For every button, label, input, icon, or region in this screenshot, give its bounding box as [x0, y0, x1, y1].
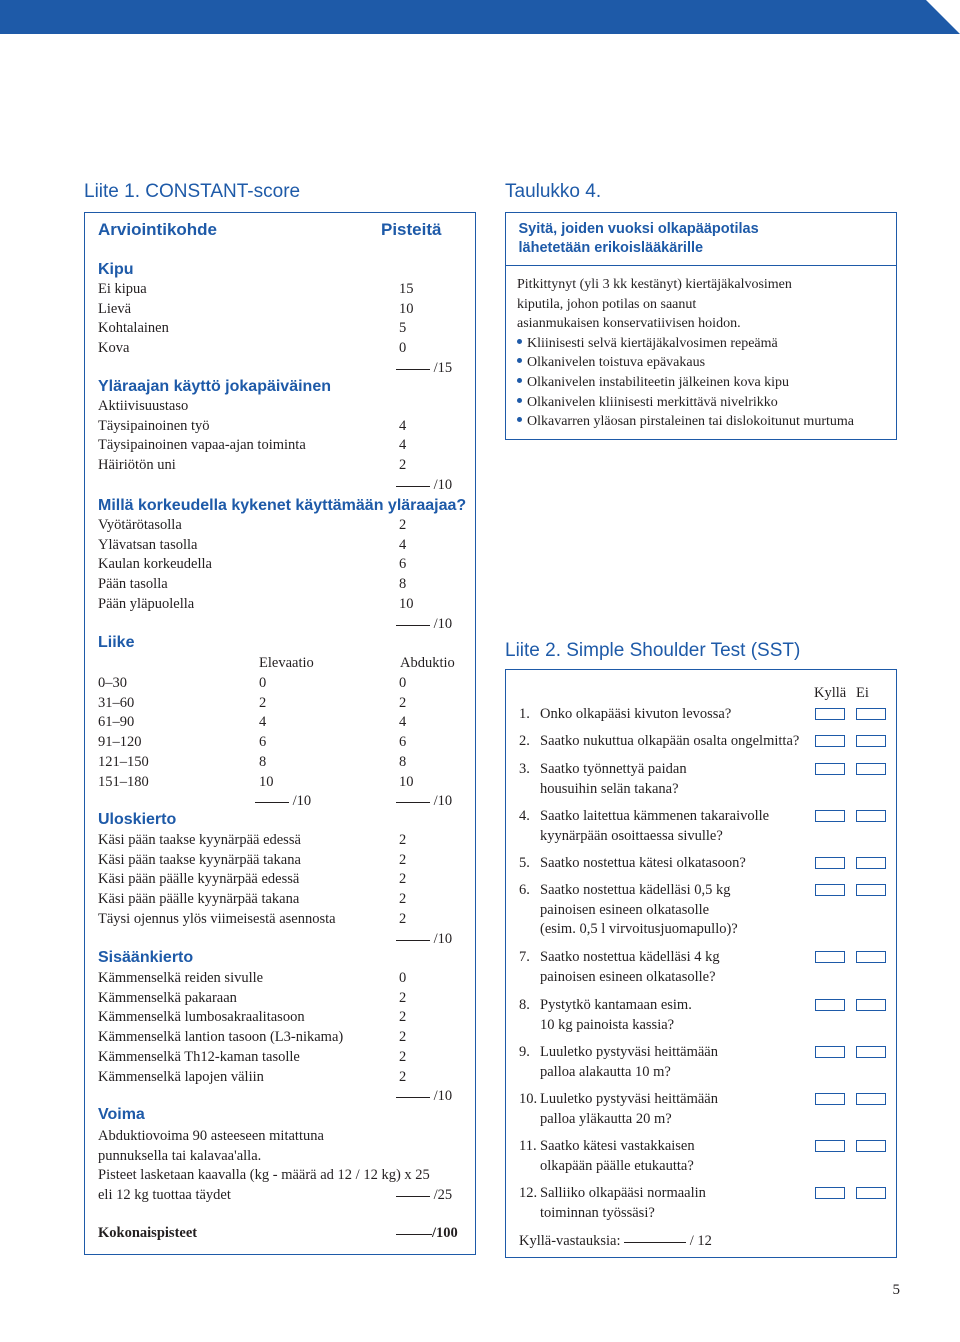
voima-text-line: Abduktiovoima 90 asteeseen mitattuna: [98, 1128, 324, 1144]
column-header-points: Pisteitä: [381, 220, 442, 239]
sst-no-checkbox[interactable]: [856, 763, 886, 775]
referral-bullet-item: Olkavarren yläosan pirstaleinen tai dislokoitunut murtuma: [517, 414, 854, 430]
referral-reasons-box: [505, 212, 897, 440]
score-row-label: Kämmenselkä lantion tasoon (L3-nikama): [98, 1029, 344, 1046]
sst-question-number: 3.: [519, 761, 530, 777]
liike-row-range: 61–90: [98, 714, 135, 731]
sst-question-number: 9.: [519, 1044, 530, 1060]
score-row-value: 4: [399, 417, 407, 434]
sst-question-number: 10.: [519, 1091, 538, 1107]
sst-box: [505, 669, 897, 1258]
sst-question-number: 5.: [519, 855, 530, 871]
score-row-label: Täysi ojennus ylös viimeisestä asennosta: [98, 910, 336, 927]
score-row-value: 10: [399, 595, 414, 612]
liike-row-range: 151–180: [98, 773, 149, 790]
section-title-sisaankierto: Sisäänkierto: [98, 949, 194, 966]
section-total-ylaraaja: /10: [396, 477, 452, 494]
sst-no-checkbox[interactable]: [856, 999, 886, 1011]
sst-question-text: Onko olkapääsi kivuton levossa?: [540, 706, 732, 722]
score-row-label: Lievä: [98, 300, 132, 317]
sst-question-text: Pystytkö kantamaan esim.: [540, 997, 692, 1013]
liike-row-range: 121–150: [98, 753, 149, 770]
sst-no-checkbox[interactable]: [856, 884, 886, 896]
sst-yes-checkbox[interactable]: [815, 884, 845, 896]
constant-score-box: [84, 212, 476, 1255]
score-row-label: Häiriötön uni: [98, 457, 176, 474]
sst-question-text: kyynärpään osoittaessa sivulle?: [540, 827, 723, 844]
sst-no-checkbox[interactable]: [856, 735, 886, 747]
liike-row-elevation: 8: [259, 753, 267, 770]
sst-yes-checkbox[interactable]: [815, 1046, 845, 1058]
sst-question-number: 2.: [519, 733, 530, 749]
score-row-value: 4: [399, 536, 407, 553]
section-total-korkeus: /10: [396, 616, 452, 633]
score-row-label: Kämmenselkä lumbosakraalitasoon: [98, 1009, 305, 1026]
liike-total-abduction: /10: [396, 793, 452, 810]
sst-question-text: palloa alakautta 10 m?: [540, 1063, 671, 1080]
liike-row-elevation: 0: [259, 675, 267, 691]
score-row-value: 8: [399, 576, 407, 593]
liike-row-elevation: 6: [259, 734, 267, 751]
sst-no-checkbox[interactable]: [856, 1093, 886, 1105]
sst-yes-count: Kyllä-vastauksia: / 12: [519, 1233, 712, 1249]
total-score-label: Kokonaispisteet: [98, 1225, 198, 1241]
sst-yes-checkbox[interactable]: [815, 1187, 845, 1199]
referral-box-title-line1: Syitä, joiden vuoksi olkapääpotilas: [518, 220, 759, 237]
section-title-kipu: Kipu: [98, 261, 134, 278]
sst-column-no: Ei: [856, 685, 869, 701]
sst-question-text: Saatko nostettua kädelläsi 0,5 kg: [540, 882, 731, 898]
taulukko4-title: Taulukko 4.: [505, 181, 602, 202]
sst-question-number: 4.: [519, 808, 530, 824]
voima-text-line: eli 12 kg tuottaa täydet: [98, 1187, 231, 1204]
column-header-item: Arviointikohde: [98, 220, 218, 239]
sst-question-text: toiminnan työssäsi?: [540, 1204, 655, 1221]
referral-bullet-item: Olkanivelen toistuva epävakaus: [517, 355, 705, 371]
sst-question-text: Saatko kätesi vastakkaisen: [540, 1138, 695, 1154]
score-row-label: Käsi pään taakse kyynärpää edessä: [98, 832, 301, 848]
sst-question-text: palloa yläkautta 20 m?: [540, 1110, 672, 1127]
liike-total-elevation: /10: [255, 793, 311, 810]
sst-no-checkbox[interactable]: [856, 1046, 886, 1058]
referral-intro-line: asianmukaisen konservatiivisen hoidon.: [517, 316, 741, 332]
score-row-value: 6: [399, 556, 407, 573]
sst-question-text: Saatko nukuttua olkapään osalta ongelmitta?: [540, 733, 800, 749]
sst-column-yes: Kyllä: [814, 685, 847, 701]
referral-bullet-item: Kliinisesti selvä kiertäjäkalvosimen repeämä: [517, 336, 778, 352]
liike-row-elevation: 10: [259, 773, 274, 790]
sst-yes-checkbox[interactable]: [815, 1093, 845, 1105]
section-title-voima: Voima: [98, 1106, 145, 1123]
referral-bullet-item: Olkanivelen kliinisesti merkittävä nivelrikko: [517, 395, 778, 411]
bullet-icon: [517, 358, 522, 363]
sst-question-text: painoisen esineen olkatasolle?: [540, 968, 716, 985]
score-row-value: 2: [399, 851, 407, 868]
sst-question-text: Luuletko pystyväsi heittämään: [540, 1044, 718, 1060]
referral-bullet-item: Olkanivelen instabiliteetin jälkeinen kova kipu: [517, 375, 789, 391]
sst-question-number: 6.: [519, 882, 530, 898]
liike-row-abduction: 2: [399, 694, 407, 711]
score-row-label: Ylävatsan tasolla: [98, 536, 198, 553]
referral-box-header: [505, 212, 897, 266]
score-row-label: Kohtalainen: [98, 320, 169, 337]
sst-question-text: Luuletko pystyväsi heittämään: [540, 1091, 718, 1107]
sst-yes-checkbox[interactable]: [815, 999, 845, 1011]
liike-row-abduction: 0: [399, 675, 407, 691]
score-row-label: Ei kipua: [98, 281, 147, 297]
score-row-label: Pään yläpuolella: [98, 595, 195, 612]
sst-question-text: (esim. 0,5 l virvoitusjuomapullo)?: [540, 921, 738, 938]
sst-question-text: olkapään päälle etukautta?: [540, 1157, 694, 1174]
score-row-value: 5: [399, 320, 407, 337]
score-row-value: 15: [399, 281, 414, 297]
total-score-field: /100: [396, 1225, 458, 1242]
score-row-value: 0: [399, 970, 407, 986]
score-row-label: Kämmenselkä Th12-kaman tasolle: [98, 1048, 300, 1065]
sst-question-text: Saatko nostettua kätesi olkatasoon?: [540, 855, 746, 871]
score-row-label: Kaulan korkeudella: [98, 556, 212, 573]
score-row-value: 2: [399, 871, 407, 888]
sst-yes-checkbox[interactable]: [815, 1140, 845, 1152]
score-row-value: 2: [399, 1048, 407, 1065]
referral-intro-line: kiputila, johon potilas on saanut: [517, 296, 697, 312]
sst-question-number: 11.: [519, 1138, 537, 1154]
section-total-uloskierto: /10: [396, 931, 452, 948]
section-title-ylaraaja: Yläraajan käyttö jokapäiväinen: [98, 378, 331, 395]
score-row-value: 2: [399, 910, 407, 927]
score-row-label: Kova: [98, 340, 130, 357]
score-row-value: 2: [399, 989, 407, 1006]
liike-row-elevation: 4: [259, 714, 267, 731]
bullet-icon: [517, 417, 522, 422]
score-row-value: 0: [399, 340, 407, 357]
sst-question-number: 12.: [519, 1185, 538, 1201]
section-total-voima: /25: [396, 1187, 452, 1204]
top-bar-corner-cut: [926, 0, 960, 34]
score-row-value: 10: [399, 300, 414, 317]
sst-no-checkbox[interactable]: [856, 1140, 886, 1152]
score-row-label: Kämmenselkä reiden sivulle: [98, 970, 264, 986]
section-total-sisaankierto: /10: [396, 1088, 452, 1105]
section-title-uloskierto: Uloskierto: [98, 811, 177, 828]
score-row-label: Pään tasolla: [98, 576, 168, 593]
section-total-kipu: /15: [396, 360, 452, 377]
liike-row-range: 91–120: [98, 734, 142, 751]
section-subtitle-ylaraaja: Aktiivisuustaso: [98, 398, 189, 414]
score-row-label: Käsi pään päälle kyynärpää takana: [98, 891, 300, 908]
liike-row-abduction: 4: [399, 714, 407, 731]
sst-question-text: 10 kg painoista kassia?: [540, 1016, 675, 1033]
liike-column-abduction: Abduktio: [400, 655, 455, 671]
liite2-title: Liite 2. Simple Shoulder Test (SST): [505, 640, 801, 661]
sst-yes-checkbox[interactable]: [815, 951, 845, 963]
score-row-label: Käsi pään taakse kyynärpää takana: [98, 851, 301, 868]
sst-question-text: Salliiko olkapääsi normaalin: [540, 1185, 706, 1201]
score-row-label: Kämmenselkä lapojen väliin: [98, 1068, 264, 1085]
sst-yes-checkbox[interactable]: [815, 708, 845, 720]
sst-yes-checkbox[interactable]: [815, 810, 845, 822]
liike-row-range: 31–60: [98, 694, 135, 711]
liike-row-range: 0–30: [98, 675, 127, 691]
score-row-value: 2: [399, 891, 407, 908]
sst-no-checkbox[interactable]: [856, 708, 886, 720]
liike-row-abduction: 6: [399, 734, 407, 751]
score-row-label: Täysipainoinen vapaa-ajan toiminta: [98, 437, 306, 454]
score-row-label: Täysipainoinen työ: [98, 417, 210, 434]
top-color-bar: [0, 0, 960, 34]
referral-box-title-line2: lähetetään erikoislääkärille: [518, 239, 704, 256]
score-row-value: 2: [399, 457, 407, 474]
sst-question-text: Saatko työnnettyä paidan: [540, 761, 687, 777]
page-number: 5: [892, 1282, 900, 1298]
bullet-icon: [517, 339, 522, 344]
sst-question-number: 1.: [519, 706, 530, 722]
score-row-value: 4: [399, 437, 407, 454]
liite1-title: Liite 1. CONSTANT-score: [84, 181, 301, 202]
bullet-icon: [517, 398, 522, 403]
sst-question-text: housuihin selän takana?: [540, 780, 679, 797]
voima-text-line: Pisteet lasketaan kaavalla (kg - määrä ad 12 / 12 kg) x 25: [98, 1167, 430, 1184]
sst-question-text: painoisen esineen olkatasolle: [540, 901, 710, 918]
liike-row-abduction: 8: [399, 753, 407, 770]
voima-text-line: punnuksella tai kalavaa'alla.: [98, 1147, 262, 1164]
sst-yes-checkbox[interactable]: [815, 763, 845, 775]
sst-no-checkbox[interactable]: [856, 1187, 886, 1199]
sst-question-number: 8.: [519, 997, 530, 1013]
liike-row-elevation: 2: [259, 694, 267, 711]
sst-no-checkbox[interactable]: [856, 857, 886, 869]
referral-intro-line: Pitkittynyt (yli 3 kk kestänyt) kiertäjäkalvosimen: [517, 277, 792, 292]
bullet-icon: [517, 378, 522, 383]
sst-yes-checkbox[interactable]: [815, 735, 845, 747]
section-title-korkeus: Millä korkeudella kykenet käyttämään yläraajaa?: [98, 497, 467, 514]
section-title-liike: Liike: [98, 634, 135, 651]
score-row-value: 2: [399, 1029, 407, 1046]
sst-question-text: Saatko nostettua kädelläsi 4 kg: [540, 949, 720, 965]
liike-row-abduction: 10: [399, 773, 414, 790]
score-row-label: Käsi pään päälle kyynärpää edessä: [98, 871, 300, 888]
sst-no-checkbox[interactable]: [856, 810, 886, 822]
score-row-value: 2: [399, 832, 407, 848]
sst-question-text: Saatko laitettua kämmenen takaraivolle: [540, 808, 770, 824]
score-row-value: 2: [399, 1068, 407, 1085]
liike-column-elevation: Elevaatio: [259, 655, 314, 671]
score-row-label: Vyötärötasolla: [98, 517, 182, 533]
score-row-value: 2: [399, 517, 407, 533]
sst-yes-checkbox[interactable]: [815, 857, 845, 869]
sst-no-checkbox[interactable]: [856, 951, 886, 963]
score-row-label: Kämmenselkä pakaraan: [98, 989, 237, 1006]
score-row-value: 2: [399, 1009, 407, 1026]
sst-question-number: 7.: [519, 949, 530, 965]
